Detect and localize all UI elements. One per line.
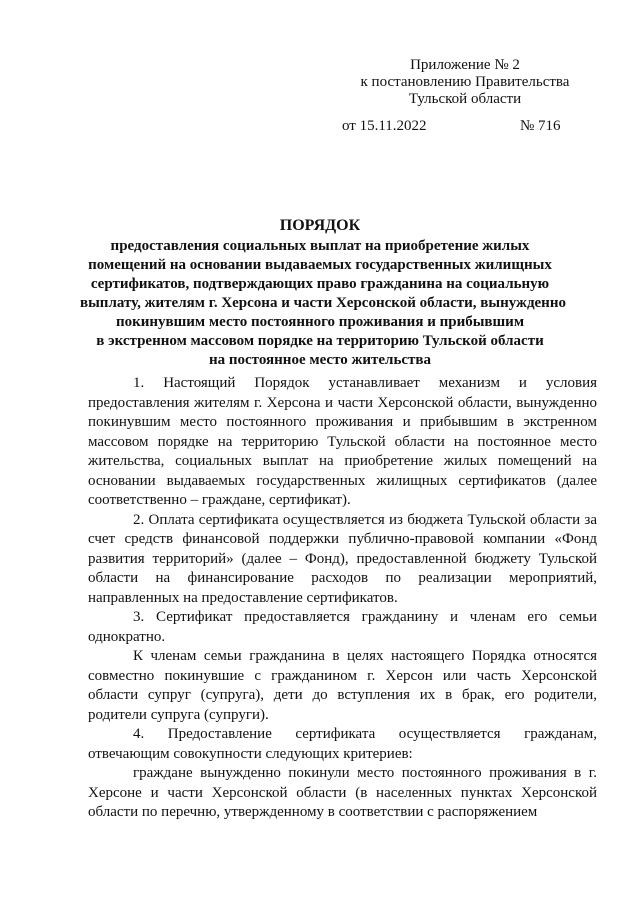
appendix-line-3: Тульской области (408, 91, 522, 107)
paragraph: 2. Оплата сертификата осуществляется из бюджета Тульской области за счет средств финансовой поддержки публично-правовой компании «Фонд развития территорий» (далее – Фонд), предоставленной бюджету Тульской области на финансирование расходов по реализации мероприятий, направленных на предоставление сертификатов. (88, 511, 597, 606)
appendix-block (340, 57, 590, 108)
paragraph: граждане вынужденно покинули место постоянного проживания в г. Херсоне и части Херсонской области (в населенных пунктах Херсонской области по перечню, утвержденному в соответствии с распоряжением (88, 765, 597, 820)
title-line: покинувшим место постоянного проживания и прибывшим (115, 314, 525, 330)
appendix-line-1: Приложение № 2 (410, 57, 520, 73)
title-line: в экстренном массовом порядке на территорию Тульской области (96, 333, 544, 349)
appendix-line-2: к постановлению Правительства (360, 74, 570, 90)
paragraph: 3. Сертификат предоставляется гражданину и членам его семьи однократно. (88, 609, 597, 645)
resolution-number: № 716 (520, 118, 561, 134)
document-title (80, 216, 566, 370)
paragraph: К членам семьи гражданина в целях настоящего Порядка относятся совместно покинувшие с гражданином г. Херсон или часть Херсонской области супруг (супруга), дети до вступления их в брак, его родители, родители супруга (супруги). (88, 648, 597, 723)
title-line: выплату, жителям г. Херсона и части Херсонской области, вынужденно (80, 295, 566, 311)
resolution-date: от 15.11.2022 (342, 118, 427, 134)
paragraph: 4. Предоставление сертификата осуществляется гражданам, отвечающим совокупности следующих критериев: (88, 726, 597, 762)
title-line: на постоянное место жительства (208, 352, 432, 368)
document-body (88, 374, 597, 823)
title-line: помещений на основании выдаваемых государственных жилищных (88, 257, 552, 273)
title-line: сертификатов, подтверждающих право гражданина на социальную (90, 276, 550, 292)
title-heading: ПОРЯДОК (279, 217, 361, 234)
title-line: предоставления социальных выплат на приобретение жилых (110, 238, 530, 254)
paragraph: 1. Настоящий Порядок устанавливает механизм и условия предоставления жителям г. Херсона и части Херсонской области, вынужденно покинувшим место постоянного проживания и прибывшим в экстренном массовом порядке на территорию Тульской области на постоянное место жительства, социальных выплат на приобретение жилых помещений на основании выдаваемых государственных жилищных сертификатов (далее соответственно – граждане, сертификат). (88, 375, 597, 508)
